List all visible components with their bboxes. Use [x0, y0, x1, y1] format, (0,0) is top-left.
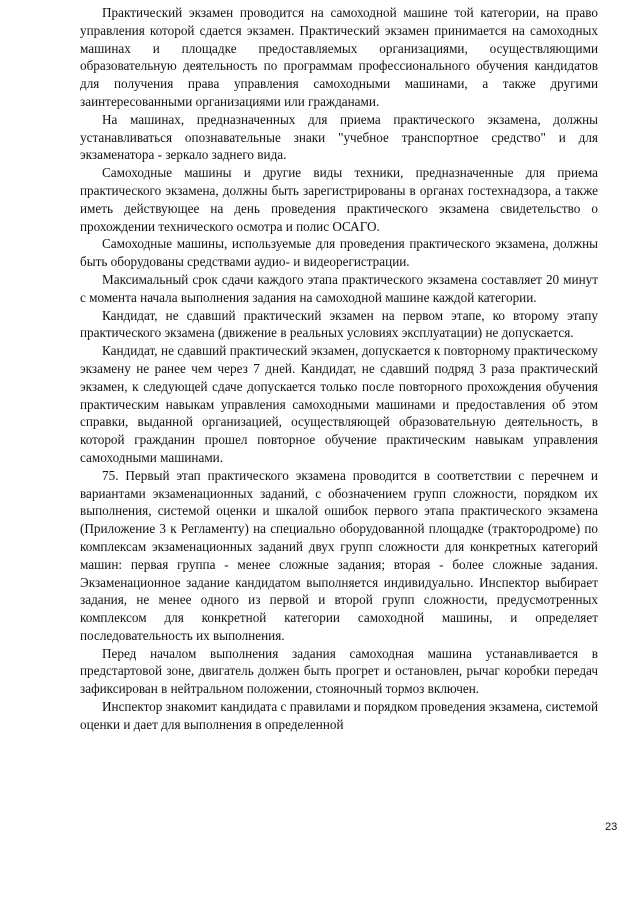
paragraph-7: Кандидат, не сдавший практический экзамен, допускается к повторному практическому экзамену не ранее чем через 7 дней. Кандидат, не сдавший подряд 3 раза практический экзамен, к следующей сдаче допускается только после повторного прохождения обучения практическим навыкам управления самоходными машинами и предоставления об этом справки, выданной организацией, осуществляющей образовательную деятельность, в которой гражданин прошел повторное обучение практическим навыкам управления самоходными машинами.: [80, 343, 598, 465]
paragraph-2: На машинах, предназначенных для приема практического экзамена, должны устанавливаться опознавательные знаки "учебное транспортное средство" и для экзаменатора - зеркало заднего вида.: [80, 111, 598, 163]
paragraph-8: 75. Первый этап практического экзамена проводится в соответствии с перечнем и вариантами экзаменационных заданий, с обозначением групп сложности, порядком их выполнения, системой оценки и шкалой ошибок первого этапа практического экзамена (Приложение 3 к Регламенту) на специально оборудованной площадке (трактородроме) по комплексам экзаменационных заданий двух групп сложности для конкретных категорий машин: первая группа - менее сложные задания; вторая - более сложные задания. Экзаменационное задание кандидатом выполняется индивидуально. Инспектор выбирает задания, не менее одного из первой и второй групп сложности, предусмотренных комплексом для конкретной категории самоходной машины, и определяет последовательность их выполнения.: [80, 467, 598, 643]
paragraph-1: Практический экзамен проводится на самоходной машине той категории, на право управления которой сдается экзамен. Практический экзамен принимается на самоходных машинах и площадке предоставляемых организациями, осуществляющими образовательную деятельность по программам профессионального обучения кандидатов для получения права управления самоходными машинами, а также другими заинтересованными организациями или гражданами.: [80, 5, 598, 109]
paragraph-5: Максимальный срок сдачи каждого этапа практического экзамена составляет 20 минут с момента начала выполнения задания на самоходной машине каждой категории.: [80, 271, 598, 305]
document-page: [80, 4, 598, 734]
paragraph-9: Перед началом выполнения задания самоходная машина устанавливается в предстартовой зоне, двигатель должен быть прогрет и остановлен, рычаг коробки передач зафиксирован в нейтральном положении, стояночный тормоз включен.: [80, 645, 598, 697]
paragraph-10: Инспектор знакомит кандидата с правилами и порядком проведения экзамена, системой оценки и дает для выполнения в определенной: [80, 699, 598, 732]
paragraph-4: Самоходные машины, используемые для проведения практического экзамена, должны быть оборудованы средствами аудио- и видеорегистрации.: [80, 236, 598, 270]
paragraph-6: Кандидат, не сдавший практический экзамен на первом этапе, ко второму этапу практического экзамена (движение в реальных условиях эксплуатации) не допускается.: [80, 307, 598, 341]
paragraph-3: Самоходные машины и другие виды техники, предназначенные для приема практического экзамена, должны быть зарегистрированы в органах гостехнадзора, а также иметь действующее на день проведения практического экзамена свидетельство о прохождении технического осмотра и полис ОСАГО.: [80, 165, 598, 234]
page-number: 23: [605, 821, 618, 833]
